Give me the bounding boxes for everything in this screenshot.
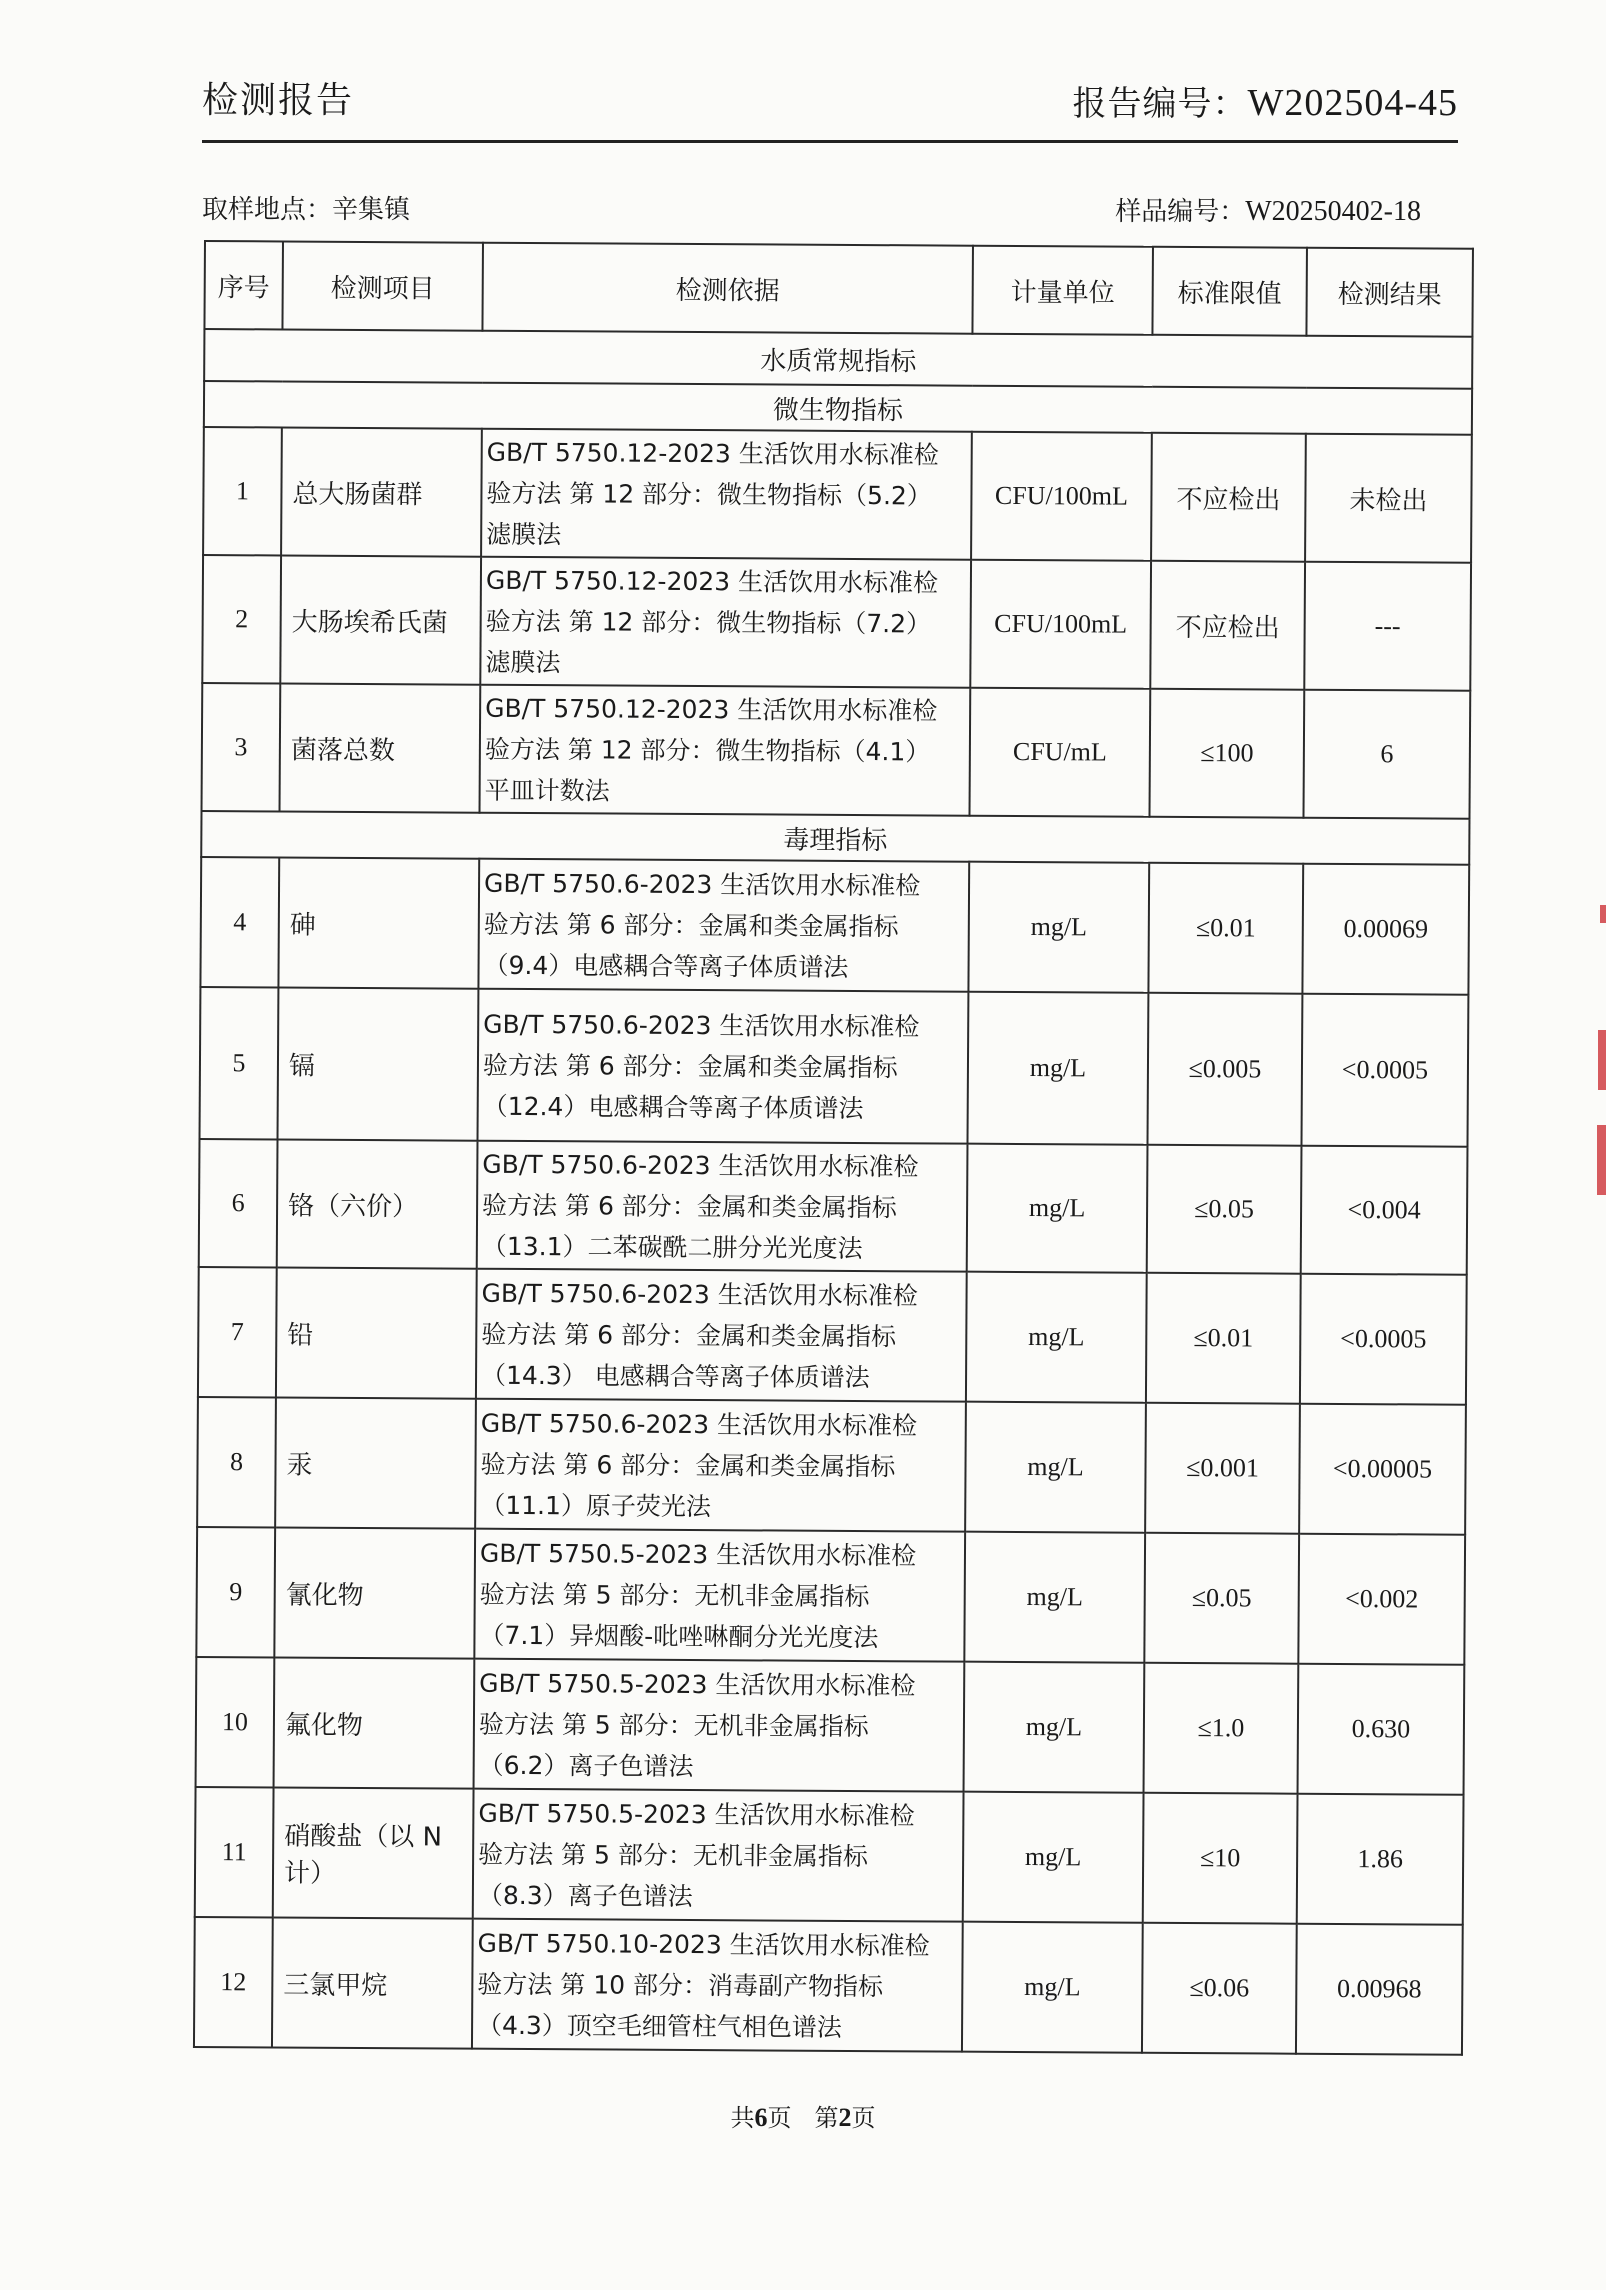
basis-line: GB/T 5750.5-2023 生活饮用水标准检 <box>479 1538 917 1570</box>
table-row <box>200 987 1469 1147</box>
basis-line: 滤膜法 <box>485 647 561 677</box>
standard-limit: ≤100 <box>1149 689 1304 818</box>
table-row <box>196 1527 1465 1665</box>
basis-line: 验方法 第 6 部分：金属和类金属指标 <box>480 1449 896 1481</box>
test-item: 氰化物 <box>274 1527 475 1658</box>
table-row <box>194 1917 1463 2055</box>
table-row <box>198 1267 1467 1405</box>
basis-line: GB/T 5750.6-2023 生活饮用水标准检 <box>482 1149 919 1181</box>
basis-line: GB/T 5750.6-2023 生活饮用水标准检 <box>483 1009 920 1041</box>
standard-limit: 不应检出 <box>1150 561 1305 690</box>
header-rule <box>202 140 1458 143</box>
basis-line: 验方法 第 6 部分：金属和类金属指标 <box>483 909 899 941</box>
basis-line: 验方法 第 6 部分：金属和类金属指标 <box>482 1050 898 1082</box>
basis-line: 验方法 第 6 部分：金属和类金属指标 <box>482 1190 897 1222</box>
basis-line: （4.3）顶空毛细管柱气相色谱法 <box>477 2010 842 2042</box>
group-title: 毒理指标 <box>201 811 1469 865</box>
footer-total: 6 <box>754 2103 768 2132</box>
basis-line: 验方法 第 12 部分：微生物指标（5.2） <box>486 478 932 510</box>
basis-line: GB/T 5750.6-2023 生活饮用水标准检 <box>480 1408 918 1440</box>
standard-limit: ≤0.005 <box>1147 993 1302 1146</box>
table-row <box>202 555 1471 691</box>
footer-page-suffix: 页 <box>851 2104 876 2132</box>
test-basis <box>477 1141 968 1272</box>
unit: mg/L <box>964 1662 1145 1793</box>
basis-line: GB/T 5750.5-2023 生活饮用水标准检 <box>478 1798 915 1830</box>
test-result: <0.004 <box>1301 1146 1468 1275</box>
test-basis <box>480 685 971 816</box>
test-basis <box>474 1659 965 1792</box>
test-result: 6 <box>1303 690 1470 819</box>
basis-line: 验方法 第 12 部分：微生物指标（4.1） <box>484 734 931 766</box>
test-item: 汞 <box>275 1397 476 1528</box>
standard-limit: ≤0.05 <box>1147 1145 1302 1274</box>
basis-line: 验方法 第 5 部分：无机非金属指标 <box>478 1839 868 1871</box>
row-number: 5 <box>200 987 279 1139</box>
test-result: 0.630 <box>1298 1664 1465 1795</box>
unit: mg/L <box>968 862 1149 993</box>
test-basis <box>480 557 971 688</box>
test-basis <box>478 859 969 992</box>
sample-location-label: 取样地点： <box>202 195 333 225</box>
basis-line: （6.2）离子色谱法 <box>478 1750 694 1781</box>
basis-line: GB/T 5750.6-2023 生活饮用水标准检 <box>483 868 921 900</box>
results-table <box>193 240 1474 2056</box>
basis-line: GB/T 5750.12-2023 生活饮用水标准检 <box>485 565 939 597</box>
row-number: 6 <box>199 1139 278 1267</box>
standard-limit: ≤0.01 <box>1146 1273 1301 1404</box>
test-result: 未检出 <box>1305 434 1472 563</box>
unit: mg/L <box>966 1272 1147 1403</box>
col-header-basis: 检测依据 <box>482 243 973 334</box>
row-number: 11 <box>195 1787 274 1917</box>
seal-edge-mark <box>1597 1125 1606 1195</box>
basis-line: 验方法 第 10 部分：消毒副产物指标 <box>477 1969 884 2001</box>
test-basis <box>476 1269 967 1402</box>
basis-line: 验方法 第 5 部分：无机非金属指标 <box>479 1579 870 1611</box>
standard-limit: ≤0.01 <box>1148 863 1303 994</box>
basis-line: GB/T 5750.10-2023 生活饮用水标准检 <box>477 1928 930 1960</box>
unit: CFU/100mL <box>970 560 1151 689</box>
test-basis <box>474 1529 965 1662</box>
basis-line: GB/T 5750.5-2023 生活饮用水标准检 <box>479 1668 916 1700</box>
test-item: 大肠埃希氏菌 <box>280 555 481 684</box>
unit: mg/L <box>967 1144 1148 1273</box>
basis-line: 滤膜法 <box>486 519 562 549</box>
sample-location <box>202 189 410 226</box>
basis-line: （12.4）电感耦合等离子体质谱法 <box>482 1091 864 1123</box>
row-number: 7 <box>198 1267 277 1397</box>
section-title: 水质常规指标 <box>204 329 1472 389</box>
row-number: 10 <box>196 1657 275 1787</box>
test-result: 0.00968 <box>1296 1924 1463 2055</box>
test-result: <0.00005 <box>1299 1404 1466 1535</box>
table-row <box>200 857 1469 995</box>
test-basis <box>478 989 969 1144</box>
seal-edge-mark <box>1598 1030 1606 1090</box>
standard-limit: ≤1.0 <box>1144 1663 1299 1794</box>
report-number <box>1072 76 1458 125</box>
seal-edge-mark <box>1600 905 1606 923</box>
test-item: 铅 <box>276 1267 477 1398</box>
test-basis <box>473 1789 964 1922</box>
unit: CFU/100mL <box>971 432 1152 561</box>
group-title: 微生物指标 <box>204 381 1472 435</box>
test-result: <0.0005 <box>1301 994 1468 1147</box>
report-title: 检测报告 <box>202 80 355 121</box>
footer-page: 2 <box>838 2103 852 2132</box>
test-result: <0.0005 <box>1300 1274 1467 1405</box>
row-number: 1 <box>203 427 282 555</box>
unit: mg/L <box>962 1922 1143 2053</box>
basis-line: （11.1）原子荧光法 <box>480 1490 712 1521</box>
test-item: 菌落总数 <box>280 683 481 812</box>
basis-line: （13.1）二苯碳酰二肼分光光度法 <box>481 1231 863 1263</box>
test-item: 硝酸盐（以 N 计） <box>273 1787 474 1918</box>
row-number: 8 <box>197 1397 276 1527</box>
test-result: 0.00069 <box>1302 864 1469 995</box>
basis-line: GB/T 5750.6-2023 生活饮用水标准检 <box>481 1278 918 1310</box>
basis-line: GB/T 5750.12-2023 生活饮用水标准检 <box>485 693 938 725</box>
test-item: 氟化物 <box>274 1657 475 1788</box>
test-basis <box>481 429 972 560</box>
group-row <box>201 811 1469 865</box>
test-item: 镉 <box>278 987 479 1140</box>
sample-id-value: W20250402-18 <box>1245 196 1421 227</box>
table-row <box>199 1139 1468 1275</box>
row-number: 2 <box>202 555 281 683</box>
table-row <box>196 1657 1465 1795</box>
section-row <box>204 329 1472 389</box>
test-result: --- <box>1304 562 1471 691</box>
row-number: 4 <box>200 857 279 987</box>
test-result: 1.86 <box>1297 1794 1464 1925</box>
test-item: 铬（六价） <box>277 1139 478 1268</box>
test-item: 总大肠菌群 <box>281 427 482 556</box>
unit: mg/L <box>963 1792 1144 1923</box>
standard-limit: ≤10 <box>1143 1793 1298 1924</box>
table-row <box>195 1787 1464 1925</box>
footer-total-suffix: 页 <box>767 2104 792 2132</box>
row-number: 12 <box>194 1917 273 2047</box>
basis-line: 验方法 第 6 部分：金属和类金属指标 <box>481 1319 897 1351</box>
footer-page-prefix: 第 <box>814 2104 839 2132</box>
basis-line: 验方法 第 12 部分：微生物指标（7.2） <box>485 606 932 638</box>
table-header-row <box>204 241 1473 337</box>
test-result: <0.002 <box>1298 1534 1465 1665</box>
table-row <box>203 427 1472 563</box>
sample-id <box>1115 191 1421 228</box>
row-number: 9 <box>196 1527 275 1657</box>
row-number: 3 <box>202 683 281 811</box>
page-footer <box>0 2098 1606 2133</box>
report-number-label: 报告编号： <box>1072 84 1248 124</box>
unit: mg/L <box>967 992 1148 1145</box>
standard-limit: ≤0.001 <box>1145 1403 1300 1534</box>
standard-limit: ≤0.06 <box>1142 1923 1297 2054</box>
basis-line: GB/T 5750.12-2023 生活饮用水标准检 <box>486 437 939 469</box>
sample-location-value: 辛集镇 <box>332 195 411 225</box>
standard-limit: ≤0.05 <box>1144 1533 1299 1664</box>
test-item: 砷 <box>278 857 479 988</box>
standard-limit: 不应检出 <box>1151 433 1306 562</box>
report-number-value: W202504-45 <box>1247 82 1458 124</box>
basis-line: （14.3） 电感耦合等离子体质谱法 <box>480 1360 870 1392</box>
unit: CFU/mL <box>969 688 1150 817</box>
basis-line: 验方法 第 5 部分：无机非金属指标 <box>478 1709 869 1741</box>
col-header-item: 检测项目 <box>282 241 483 330</box>
sample-id-label: 样品编号： <box>1115 197 1246 227</box>
footer-total-prefix: 共 <box>730 2104 755 2132</box>
group-row <box>204 381 1472 435</box>
unit: mg/L <box>964 1532 1145 1663</box>
col-header-unit: 计量单位 <box>972 246 1153 335</box>
unit: mg/L <box>965 1402 1146 1533</box>
basis-line: （8.3）离子色谱法 <box>477 1880 693 1911</box>
basis-line: 平皿计数法 <box>484 775 610 805</box>
table-row <box>202 683 1471 819</box>
test-basis <box>472 1919 963 2052</box>
col-header-no: 序号 <box>204 241 283 329</box>
table-row <box>197 1397 1466 1535</box>
test-item: 三氯甲烷 <box>272 1917 473 2048</box>
basis-line: （7.1）异烟酸-吡唑啉酮分光光度法 <box>479 1620 879 1652</box>
col-header-limit: 标准限值 <box>1152 247 1307 336</box>
test-basis <box>475 1399 966 1532</box>
col-header-result: 检测结果 <box>1306 248 1473 337</box>
basis-line: （9.4）电感耦合等离子体质谱法 <box>483 950 849 982</box>
